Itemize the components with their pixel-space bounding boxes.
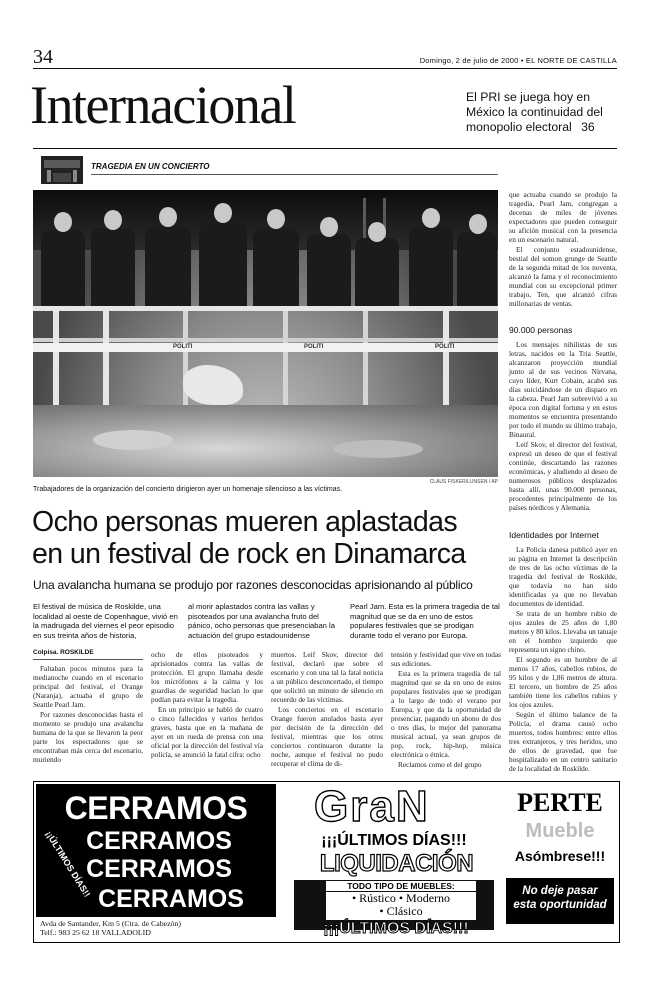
body-col-2 (151, 650, 263, 759)
dateline: Colpisa. ROSKILDE (33, 649, 94, 656)
photo-caption: Trabajadores de la organización del concierto dirigieron ayer un homenaje silencioso a las víctimas. (33, 486, 343, 493)
ad-asombrese: Asómbrese!!! (514, 848, 606, 864)
ad-cerramos-3: CERRAMOS (86, 855, 232, 883)
body-paragraph: muertos. Leif Skov, director del festival, declaró que sobre el escenario y con una tal la fatal noticia a un público desconcertado, el tiempo que solicitó un minuto de silencio en recuerdo de las víctimas. (271, 650, 383, 704)
ad-phone-line: Telf.: 983 25 62 18 VALLADOLID (40, 928, 151, 937)
lead-col-3: Pearl Jam. Esta es la primera tragedia de tal magnitud que se da en uno de estos populares festivales que se prodigan durante todo el verano por Europa. (350, 602, 500, 640)
body-col-1 (33, 664, 143, 764)
ad-mueble-title: Mueble (525, 820, 595, 842)
subhead: Una avalancha humana se produjo por razones desconocidas aprisionando al público (33, 578, 473, 592)
ad-liquidacion-title: LIQUIDACIÓN (319, 850, 474, 877)
headline-line-1: Ocho personas mueren aplastadas (32, 506, 458, 538)
page-number: 34 (33, 46, 53, 68)
body-paragraph: La Policía danesa publicó ayer en su página en Internet la descripción de tres de las ocho víctimas de la tragedia del festival de Roskilde, que todavía no han sido identificadas ya que no llevaban documentos de identidad. (509, 545, 617, 608)
teaser-page: 36 (581, 120, 595, 134)
ad-styles-row-1: • Rústico • Moderno (351, 891, 451, 905)
body-paragraph: Los mensajes nihilistas de sus letras, nacidos en la Tria Seattle, alcanzaron proyección mundial junto al de sus vecinos Nirvana, cuyo líder, Kurt Cobain, acabó sus días suicidándose de un disparo en la cabeza. Pearl Jam sobrevivió a su época con digital fortuna y en estos momentos se encuentra presentando por todo el mundo su último trabajo, Binaural. (509, 340, 617, 439)
ad-furniture-styles (326, 892, 476, 920)
section-rule (33, 148, 617, 149)
ad-gran-title: GraN (314, 782, 430, 831)
headline (32, 506, 502, 570)
body-paragraph: ocho de ellos pisoteados y aprisionados contra las vallas de protección. El grupo llamaba desde los micrófonos a la calma y los guardias de seguridad hacían lo que podían para evitar la tragedia. (151, 650, 263, 704)
ad-styles-row-2: • Clásico (379, 904, 423, 918)
right-col-top (509, 190, 617, 320)
body-paragraph: El conjunto estadounidense, bestial del somon grunge de Seattle de la segunda mitad de los noventa, alcanzó la fama y el reconocimiento mundial con su excepcional primer trabajo, Ten, que alcanzó cifras millonarias de ventas. (509, 245, 617, 308)
body-paragraph: Se trata de un hombre rubio de ojos azules de 25 años de 1,80 metros y 80 kilos. Llevaba un tatuaje en el hombro izquierdo que representa un signo chino. (509, 609, 618, 654)
body-col-4 (391, 650, 501, 769)
header-rule (33, 68, 617, 69)
body-paragraph: Faltaban pocos minutos para la medianoche cuando en el escenario principal del festival, el Orange (Naranja), actuaba el grupo de Seattle Pearl Jam. (33, 664, 143, 709)
subsection-heading: Identidades por Internet (509, 530, 599, 540)
advertisement[interactable] (33, 781, 620, 943)
ad-ultimos-dias-diagonal: ¡¡ÚLTIMOS DÍAS!! (43, 829, 93, 899)
body-paragraph: Por razones desconocidas hasta el momento se produjo una avalancha humana de la que se llevaron la peor parte los espectadores que se encontraban más cerca del escenario, muriendo (33, 710, 143, 764)
tape-label: POLITI (435, 344, 455, 350)
ad-perte-panel (504, 784, 616, 939)
lead-col-1: El festival de música de Roskilde, una localidad al oeste de Copenhague, vivió en la madrugada del viernes el peor episodio en sus treinta años de historia, (33, 602, 178, 640)
right-col-bottom (509, 545, 618, 773)
right-col-mid (509, 340, 617, 525)
kicker-rule (91, 174, 498, 175)
photo-credit: CLAUS FISKER/LUNSEN / AP (429, 479, 498, 485)
subsection-heading: 90.000 personas (509, 325, 573, 335)
ad-cerramos-1: CERRAMOS (64, 790, 248, 826)
ad-todo-tipo: TODO TIPO DE MUEBLES: (326, 881, 476, 891)
body-paragraph: Los conciertos en el escenario Orange fueron anulados hasta ayer por decisión de la dirección del festival, mientras que los otros conciertos continuaron durante la noche, aunque el festival no pudo recuperar el clima de di- (271, 705, 383, 768)
ad-ultimos-dias-banner: ¡¡¡ÚLTIMOS DÍAS!!! (321, 832, 467, 849)
body-paragraph: Esta es la primera tragedia de tal magnitud que se da en uno de estos populares festivales que se prodigan a lo largo de todo el verano por Europa, y que da la oportunidad de presenciar, pagando un abono de dos o tres días, lo mejor del panorama musical actual, ya sean grupos de pop, rock, hip-hop, música electrónica o étnica. (391, 669, 501, 759)
ad-cerramos-4: CERRAMOS (98, 885, 244, 913)
teaser[interactable] (466, 90, 618, 135)
main-photo (33, 190, 498, 477)
ad-perte-title: PERTE (517, 788, 603, 817)
lead-col-2: al morir aplastados contra las vallas y pisoteados por una avalancha fruto del pánico, ocho personas que presenciaban la actuación del grupo estadounidense (188, 602, 335, 640)
tape-label: POLITI (173, 344, 193, 350)
dateline-rule (33, 659, 143, 660)
section-title: Internacional (30, 75, 296, 135)
date-line: Domingo, 2 de julio de 2000 • EL NORTE DE CASTILLA (419, 56, 617, 65)
body-col-3 (271, 650, 383, 768)
ad-liquidacion-panel (286, 784, 501, 939)
body-paragraph: Según el último balance de la Policía, el drama causó ocho muertos, todos hombres: entre ellos tres extranjeros, y tres heridos, uno de ellos de gravedad, que fue hospitalizado en un centro sanitario de la localidad de Roskilde. (509, 710, 617, 773)
body-paragraph: El segundo es un hombre de al menos 17 años, cabellos rubios, de 95 kilos y de 1,86 metros de altura. El tercero, un hombre de 25 años también tiene los cabellos rubios y los ojos azules. (509, 655, 617, 709)
body-paragraph: Reclamos como el del grupo (398, 760, 482, 769)
ad-ultimos-dias-bottom: ¡¡¡ÚLTIMOS DÍAS!!! (323, 920, 469, 937)
ad-cta-text: No deje pasar esta oportunidad (513, 885, 607, 911)
body-paragraph: En un principio se habló de cuatro o cinco fallecidos y varios heridos graves, hasta que en la mañana de ayer en un rueda de prensa con una oficial por la dirección del festival vía policía, se anunció la fatal cifra: ocho (151, 705, 263, 759)
concert-stage-icon (41, 156, 83, 184)
ad-address-line: Avda de Santander, Km 5 (Ctra. de Cabezón) (40, 919, 181, 928)
body-paragraph: Leif Skov, el director del festival, expresó un deseo de que el festival continúe, descartando las razones económicas, y aludiendo al deseo de numerosos públicos desplazados hasta allí, unas 90.000 personas, procedentes principalmente de los países nórdicos y Alemania. (509, 440, 617, 512)
ad-cerramos-2: CERRAMOS (86, 827, 232, 855)
body-paragraph: tensión y festividad que vive en todas sus ediciones. (391, 650, 501, 668)
tape-label: POLITI (304, 344, 324, 350)
ad-address (40, 919, 280, 937)
headline-line-2: en un festival de rock en Dinamarca (32, 538, 466, 570)
teaser-text: El PRI se juega hoy en México la continuidad del monopolio electoral (466, 90, 603, 134)
ad-cerramos-panel (36, 784, 276, 917)
kicker: TRAGEDIA EN UN CONCIERTO (91, 162, 210, 171)
body-paragraph: que actuaba cuando se produjo la tragedia, Pearl Jam, congregan a decenas de miles de jóvenes expectadores que pueden conseguir su afición musical con la presencia en un escenario natural. (509, 190, 617, 244)
